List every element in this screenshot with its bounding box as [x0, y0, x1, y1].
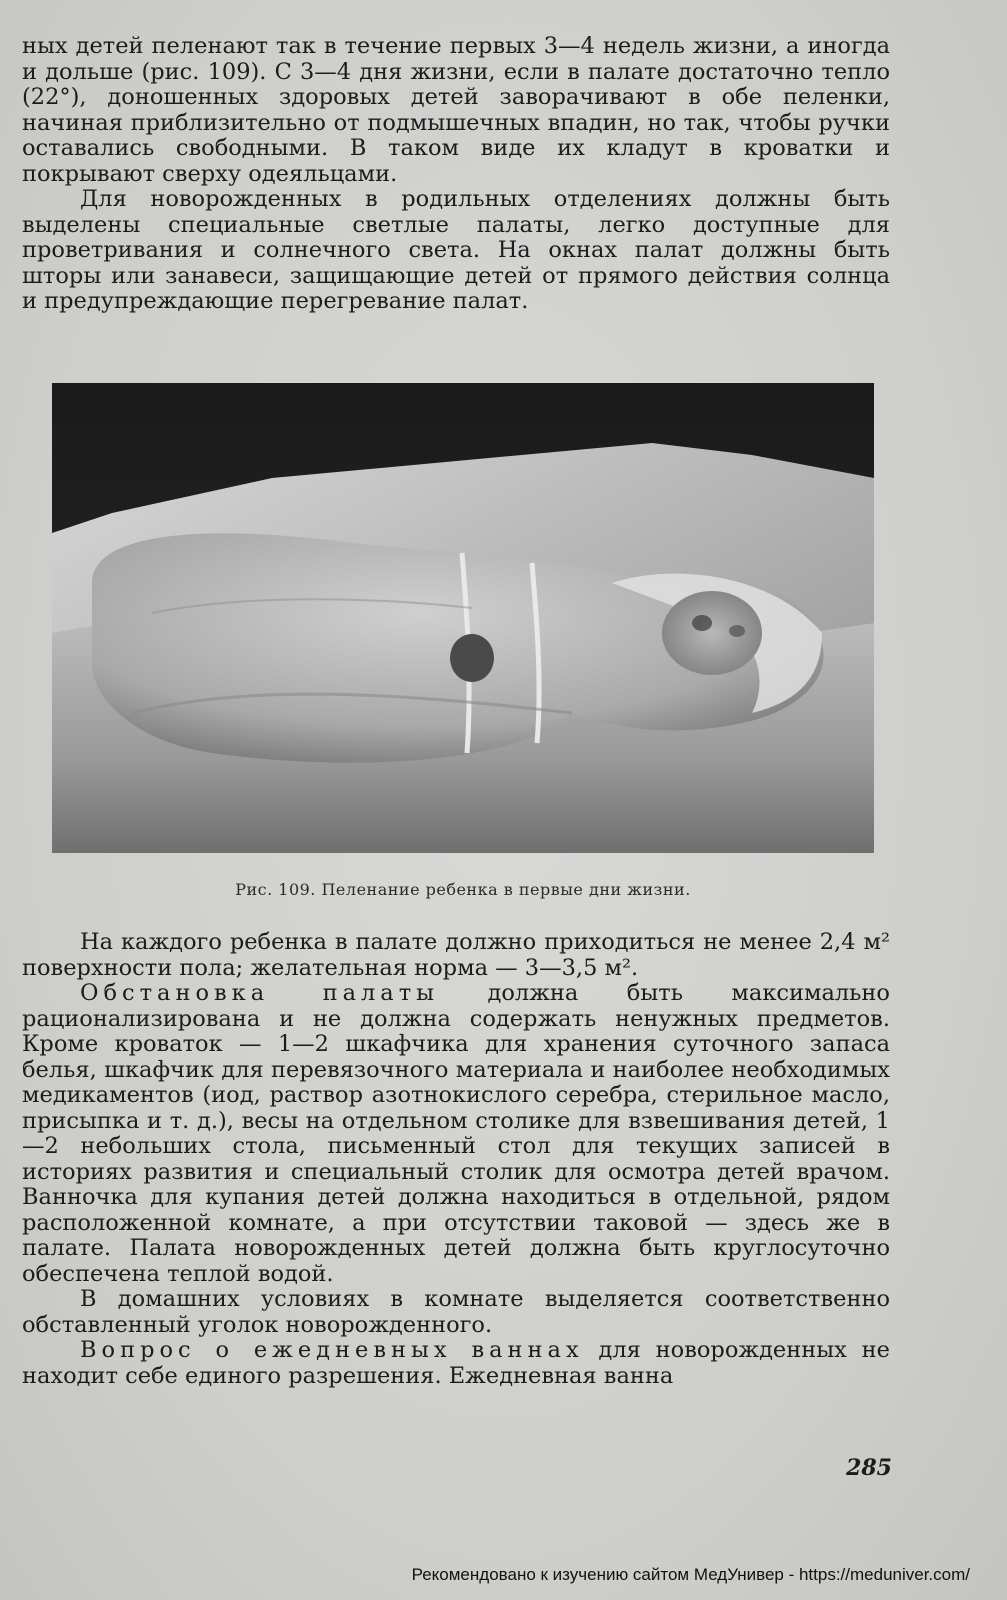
page-number: 285: [846, 1455, 892, 1481]
text-block-bottom: [22, 930, 890, 1389]
paragraph-text: должна быть максимально рационализирована и не должна содержать ненужных предметов. Кроме кроваток — 1—2 шкафчика для хранения суточного запаса белья, шкафчик для перевязочного материала и наиболее необходимых медикаментов (иод, раствор азотнокислого серебра, стерильное масло, присыпка и т. д.), весы на отдельном столике для взвешивания детей, 1—2 небольших стола, письменный стол для текущих записей в историях развития и специальный столик для осмотра детей врачом. Ванночка для купания детей должна находиться в отдельной, рядом расположенной комнате, а при отсутствии таковой — здесь же в палате. Палата новорожденных детей должна быть круглосуточно обеспечена теплой водой.: [22, 980, 890, 1287]
paragraph: Для новорожденных в родильных отделениях должны быть выделены специальные светлые палаты, легко доступные для проветривания и солнечного света. На окнах палат должны быть шторы или занавеси, защищающие детей от прямого действия солнца и предупреждающие перегревание палат.: [22, 186, 890, 314]
footer-watermark: Рекомендовано к изучению сайтом МедУнивер - https://meduniver.com/: [411, 1565, 970, 1584]
figure-caption: Рис. 109. Пеленание ребенка в первые дни жизни.: [235, 880, 691, 899]
swaddled-baby-illustration: [52, 383, 874, 853]
paragraph: ных детей пеленают так в течение первых 3—4 недель жизни, а иногда и дольше (рис. 109). С 3—4 дня жизни, если в палате достаточно тепло (22°), доношенных здоровых детей заворачивают в обе пеленки, начиная приблизительно от подмышечных впадин, но так, чтобы ручки оставались свободными. В таком виде их кладут в кроватки и покрывают сверху одеяльцами.: [22, 33, 890, 187]
paragraph: [22, 1338, 890, 1389]
spaced-emphasis: Обстановка палаты: [80, 980, 440, 1006]
paragraph: [22, 981, 890, 1287]
paragraph-text: для новорожденных не находит себе единого разрешения. Ежедневная ванна: [22, 1337, 890, 1389]
paragraph: В домашних условиях в комнате выделяется соответственно обставленный уголок новорожденного.: [22, 1286, 890, 1338]
text-block-top: [22, 34, 890, 315]
spaced-emphasis: Вопрос о ежедневных ваннах: [80, 1337, 584, 1363]
paragraph: На каждого ребенка в палате должно приходиться не менее 2,4 м² поверхности пола; желательная норма — 3—3,5 м².: [22, 929, 890, 981]
figure-swaddled-baby-photo: [52, 383, 874, 853]
